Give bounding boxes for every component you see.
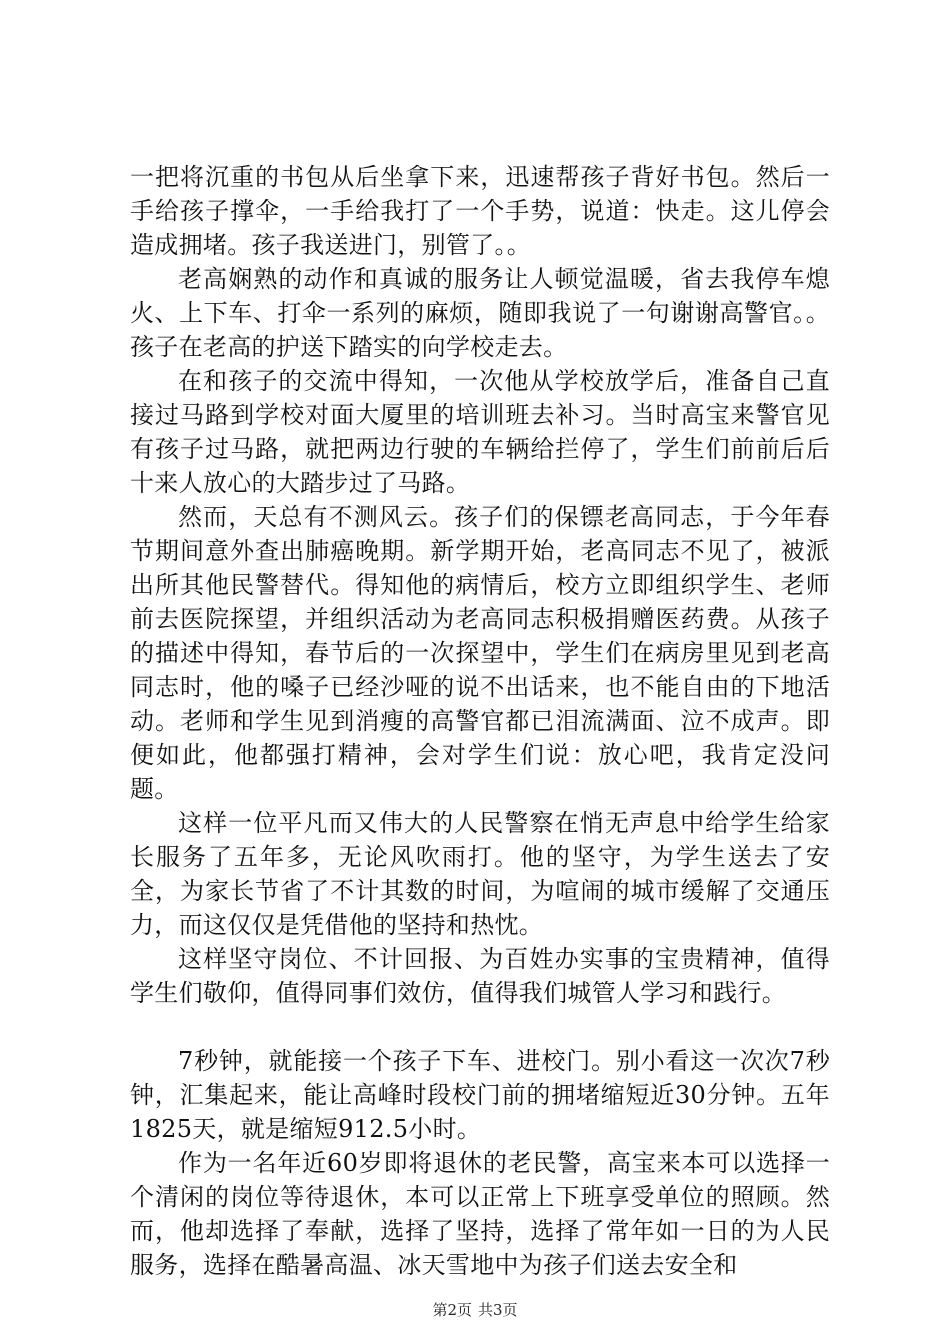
page-footer: [0, 1300, 950, 1320]
paragraph: 老高娴熟的动作和真诚的服务让人顿觉温暖，省去我停车熄火、上下车、打伞一系列的麻烦，随即我说了一句谢谢高警官。。孩子在老高的护送下踏实的向学校走去。: [130, 265, 830, 361]
document-body: [130, 160, 830, 1282]
paragraph: 作为一名年近60岁即将退休的老民警，高宝来本可以选择一个清闲的岗位等待退休，本可以正常上下班享受单位的照顾。然而，他却选择了奉献，选择了坚持，选择了常年如一日的为人民服务，选择在酷暑高温、冰天雪地中为孩子们送去安全和: [130, 1149, 830, 1279]
paragraph: 7秒钟，就能接一个孩子下车、进校门。别小看这一次次7秒钟，汇集起来，能让高峰时段校门前的拥堵缩短近30分钟。五年1825天，就是缩短912.5小时。: [130, 1047, 830, 1143]
page-total: 共3页: [478, 1301, 518, 1319]
paragraph: 这样一位平凡而又伟大的人民警察在悄无声息中给学生给家长服务了五年多，无论风吹雨打。他的坚守，为学生送去了安全，为家长节省了不计其数的时间，为喧闹的城市缓解了交通压力，而这仅仅是凭借他的坚持和热忱。: [130, 809, 830, 939]
page-number: 第2页: [432, 1301, 472, 1319]
paragraph-continuation: 一把将沉重的书包从后坐拿下来，迅速帮孩子背好书包。然后一手给孩子撑伞，一手给我打了一个手势，说道：快走。这儿停会造成拥堵。孩子我送进门，别管了。。: [130, 163, 830, 259]
paragraph: 这样坚守岗位、不计回报、为百姓办实事的宝贵精神，值得学生们敬仰，值得同事们效仿，值得我们城管人学习和践行。: [130, 945, 830, 1007]
paragraph: 然而，天总有不测风云。孩子们的保镖老高同志，于今年春节期间意外查出肺癌晚期。新学期开始，老高同志不见了，被派出所其他民警替代。得知他的病情后，校方立即组织学生、老师前去医院探望，并组织活动为老高同志积极捐赠医药费。从孩子的描述中得知，春节后的一次探望中，学生们在病房里见到老高同志时，他的嗓子已经沙哑的说不出话来，也不能自由的下地活动。老师和学生见到消瘦的高警官都已泪流满面、泣不成声。即便如此，他都强打精神，会对学生们说：放心吧，我肯定没问题。: [130, 503, 830, 803]
paragraph-spacer: [130, 1010, 830, 1044]
paragraph: 在和孩子的交流中得知，一次他从学校放学后，准备自己直接过马路到学校对面大厦里的培训班去补习。当时高宝来警官见有孩子过马路，就把两边行驶的车辆给拦停了，学生们前前后后十来人放心的大踏步过了马路。: [130, 367, 830, 497]
